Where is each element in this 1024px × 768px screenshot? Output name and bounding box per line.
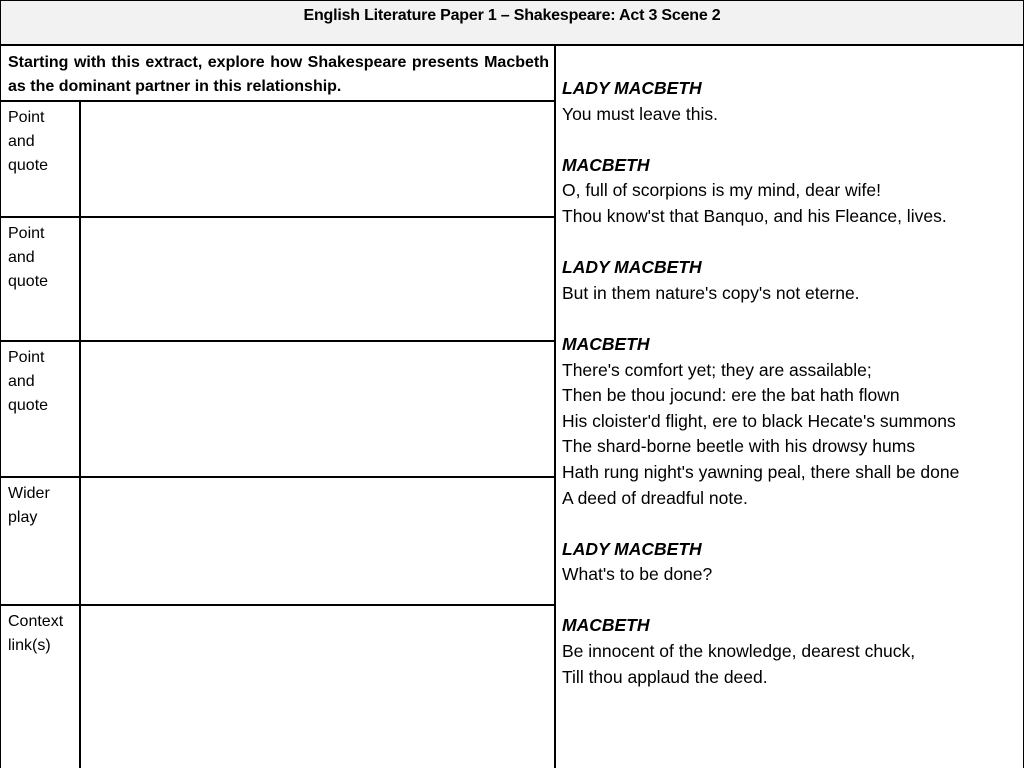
answer-cell[interactable] [81, 606, 555, 768]
page-title: English Literature Paper 1 – Shakespeare: Act 3 Scene 2 [303, 7, 721, 24]
title-bar [0, 0, 1024, 46]
speech-line: But in them nature's copy's not eterne. [562, 282, 860, 303]
speech [562, 332, 1015, 511]
speech-line: His cloister'd flight, ere to black Hecate's summons [562, 410, 956, 431]
speech [562, 153, 1015, 230]
speech-line: Then be thou jocund: ere the bat hath flown [562, 385, 900, 406]
question-prompt: Starting with this extract, explore how Shakespeare presents Macbeth as the dominant partner in this relationship. [1, 46, 555, 102]
speech-line: O, full of scorpions is my mind, dear wife! [562, 180, 881, 201]
speaker-name: LADY MACBETH [562, 78, 702, 98]
speech-line: Be innocent of the knowledge, dearest chuck, [562, 641, 916, 662]
speech-line: You must leave this. [562, 103, 718, 124]
speaker-name: MACBETH [562, 154, 650, 175]
answer-cell[interactable] [81, 218, 555, 340]
speech-line: Till thou applaud the deed. [562, 666, 768, 687]
row-label: Point and quote [1, 102, 81, 216]
speech-line: What's to be done? [562, 564, 713, 585]
answer-cell[interactable] [81, 342, 555, 476]
speech [562, 537, 1015, 588]
table-row [1, 606, 555, 768]
response-table [0, 46, 556, 768]
answer-cell[interactable] [81, 478, 555, 604]
speech-line: There's comfort yet; they are assailable; [562, 359, 872, 380]
table-row [1, 218, 555, 342]
speech-line: The shard-borne beetle with his drowsy hums [562, 436, 916, 457]
speech-line: Thou know'st that Banquo, and his Fleance, lives. [562, 205, 947, 226]
speech [562, 613, 1015, 690]
row-label: Point and quote [1, 218, 81, 340]
row-label: Point and quote [1, 342, 81, 476]
extract-panel [556, 46, 1024, 768]
speech [562, 76, 1015, 127]
table-row [1, 342, 555, 478]
speaker-name: LADY MACBETH [562, 538, 702, 559]
row-label: Context link(s) [1, 606, 81, 768]
speech [562, 255, 1015, 306]
table-row [1, 478, 555, 606]
speech-line: Hath rung night's yawning peal, there shall be done [562, 461, 960, 482]
speaker-name: MACBETH [562, 615, 650, 636]
speech-line: A deed of dreadful note. [562, 487, 748, 508]
table-row [1, 102, 555, 218]
speaker-name: MACBETH [562, 333, 650, 354]
answer-cell[interactable] [81, 102, 555, 216]
row-label: Wider play [1, 478, 81, 604]
speaker-name: LADY MACBETH [562, 257, 702, 278]
